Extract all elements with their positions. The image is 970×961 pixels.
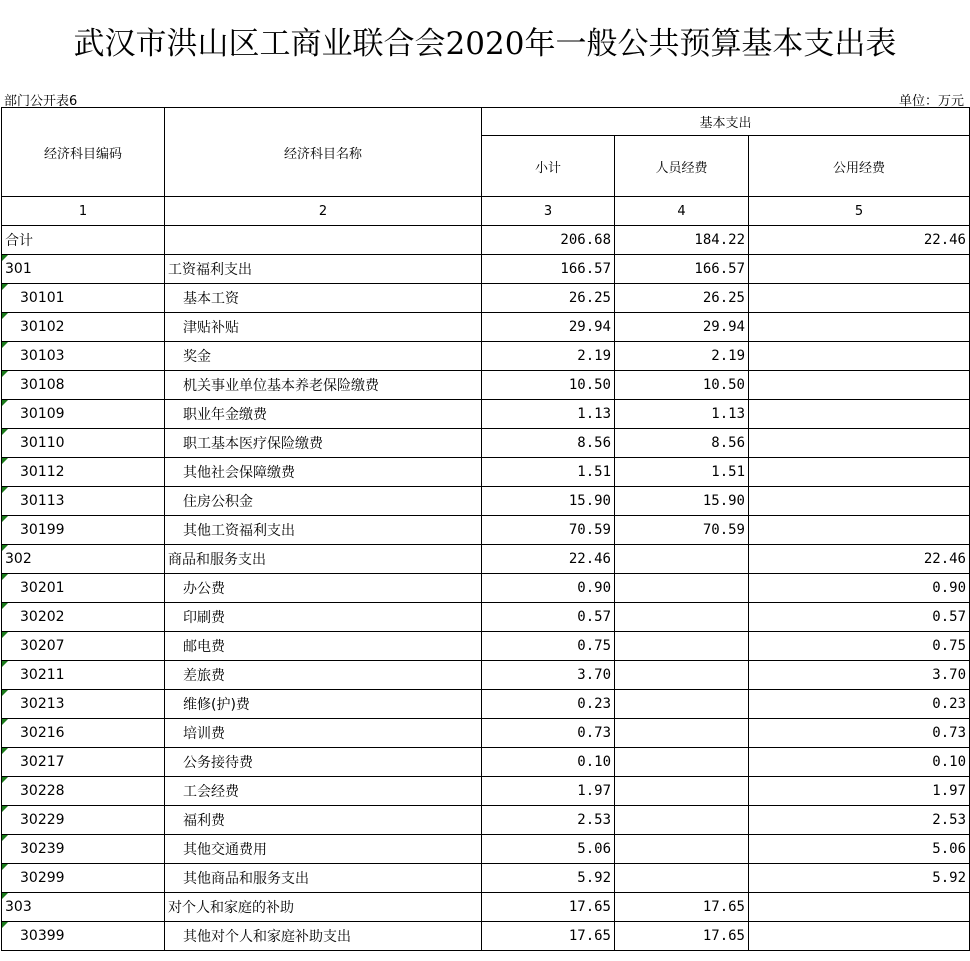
table-row: [2, 661, 970, 690]
row-subtotal: 29.94: [482, 313, 615, 342]
row-name: 其他对个人和家庭补助支出: [165, 922, 482, 951]
header-row-1: [2, 108, 970, 136]
row-public: 0.75: [749, 632, 970, 661]
table-row: [2, 458, 970, 487]
row-name: 机关事业单位基本养老保险缴费: [165, 371, 482, 400]
row-name: 差旅费: [165, 661, 482, 690]
row-personnel: [615, 545, 749, 574]
row-subtotal: 0.23: [482, 690, 615, 719]
cell-marker-icon: [2, 371, 8, 377]
row-public: 5.92: [749, 864, 970, 893]
row-personnel: 15.90: [615, 487, 749, 516]
header-public: 公用经费: [749, 136, 970, 197]
row-public: [749, 400, 970, 429]
cell-marker-icon: [2, 487, 8, 493]
row-public: 0.73: [749, 719, 970, 748]
row-personnel: [615, 574, 749, 603]
row-code: 30108: [2, 371, 165, 400]
row-public: 0.10: [749, 748, 970, 777]
row-name: 对个人和家庭的补助: [165, 893, 482, 922]
total-name-cell: [165, 226, 482, 255]
row-personnel: [615, 719, 749, 748]
table-row: [2, 429, 970, 458]
budget-table: [1, 107, 970, 951]
row-code: 301: [2, 255, 165, 284]
row-name: 商品和服务支出: [165, 545, 482, 574]
header-basic: 基本支出: [482, 108, 970, 136]
total-public: 22.46: [749, 226, 970, 255]
row-public: 0.57: [749, 603, 970, 632]
row-name: 维修(护)费: [165, 690, 482, 719]
row-subtotal: 0.10: [482, 748, 615, 777]
row-code: 30202: [2, 603, 165, 632]
row-subtotal: 8.56: [482, 429, 615, 458]
row-code: 30199: [2, 516, 165, 545]
row-personnel: [615, 835, 749, 864]
cell-marker-icon: [2, 574, 8, 580]
row-personnel: 70.59: [615, 516, 749, 545]
table-row: [2, 893, 970, 922]
row-personnel: [615, 661, 749, 690]
cell-marker-icon: [2, 806, 8, 812]
cell-marker-icon: [2, 777, 8, 783]
row-code: 30207: [2, 632, 165, 661]
row-code: 30109: [2, 400, 165, 429]
header-index-row: [2, 197, 970, 226]
row-personnel: 17.65: [615, 893, 749, 922]
table-row: [2, 922, 970, 951]
row-subtotal: 17.65: [482, 922, 615, 951]
row-public: 22.46: [749, 545, 970, 574]
row-subtotal: 17.65: [482, 893, 615, 922]
row-personnel: [615, 806, 749, 835]
row-name: 工会经费: [165, 777, 482, 806]
table-row: [2, 545, 970, 574]
table-row: [2, 574, 970, 603]
table-row: [2, 255, 970, 284]
row-subtotal: 2.19: [482, 342, 615, 371]
cell-marker-icon: [2, 661, 8, 667]
row-public: [749, 458, 970, 487]
cell-marker-icon: [2, 690, 8, 696]
row-public: [749, 429, 970, 458]
row-personnel: 17.65: [615, 922, 749, 951]
table-row: [2, 342, 970, 371]
cell-marker-icon: [2, 545, 8, 551]
cell-marker-icon: [2, 516, 8, 522]
table-row: [2, 777, 970, 806]
row-name: 职工基本医疗保险缴费: [165, 429, 482, 458]
table-row: [2, 806, 970, 835]
row-public: [749, 893, 970, 922]
row-code: 303: [2, 893, 165, 922]
table-row: [2, 516, 970, 545]
row-code: 30113: [2, 487, 165, 516]
row-personnel: 1.51: [615, 458, 749, 487]
cell-marker-icon: [2, 864, 8, 870]
row-subtotal: 0.57: [482, 603, 615, 632]
row-subtotal: 1.51: [482, 458, 615, 487]
row-subtotal: 2.53: [482, 806, 615, 835]
row-personnel: 2.19: [615, 342, 749, 371]
row-personnel: [615, 748, 749, 777]
cell-marker-icon: [2, 458, 8, 464]
row-subtotal: 5.06: [482, 835, 615, 864]
total-row: [2, 226, 970, 255]
row-name: 培训费: [165, 719, 482, 748]
row-code: 30228: [2, 777, 165, 806]
row-personnel: 10.50: [615, 371, 749, 400]
row-code: 30239: [2, 835, 165, 864]
header-subtotal: 小计: [482, 136, 615, 197]
table-row: [2, 487, 970, 516]
row-name: 职业年金缴费: [165, 400, 482, 429]
table-row: [2, 284, 970, 313]
row-name: 津贴补贴: [165, 313, 482, 342]
cell-marker-icon: [2, 342, 8, 348]
row-code: 302: [2, 545, 165, 574]
total-personnel: 184.22: [615, 226, 749, 255]
table-row: [2, 603, 970, 632]
row-name: 其他交通费用: [165, 835, 482, 864]
table-row: [2, 835, 970, 864]
row-code: 30399: [2, 922, 165, 951]
table-row: [2, 748, 970, 777]
row-code: 30216: [2, 719, 165, 748]
table-row: [2, 313, 970, 342]
table-row: [2, 690, 970, 719]
row-name: 其他商品和服务支出: [165, 864, 482, 893]
row-code: 30102: [2, 313, 165, 342]
row-public: [749, 313, 970, 342]
cell-marker-icon: [2, 429, 8, 435]
row-personnel: [615, 777, 749, 806]
cell-marker-icon: [2, 284, 8, 290]
row-name: 邮电费: [165, 632, 482, 661]
row-personnel: [615, 632, 749, 661]
row-subtotal: 1.13: [482, 400, 615, 429]
row-name: 住房公积金: [165, 487, 482, 516]
index-2: 2: [165, 197, 482, 226]
index-5: 5: [749, 197, 970, 226]
cell-marker-icon: [2, 313, 8, 319]
row-public: 2.53: [749, 806, 970, 835]
row-name: 办公费: [165, 574, 482, 603]
cell-marker-icon: [2, 632, 8, 638]
row-public: [749, 255, 970, 284]
row-name: 工资福利支出: [165, 255, 482, 284]
row-name: 其他工资福利支出: [165, 516, 482, 545]
row-code: 30211: [2, 661, 165, 690]
table-row: [2, 400, 970, 429]
total-label: 合计: [2, 226, 165, 255]
row-subtotal: 26.25: [482, 284, 615, 313]
row-personnel: 8.56: [615, 429, 749, 458]
row-name: 奖金: [165, 342, 482, 371]
row-public: [749, 284, 970, 313]
row-public: 1.97: [749, 777, 970, 806]
row-subtotal: 5.92: [482, 864, 615, 893]
row-code: 30112: [2, 458, 165, 487]
row-public: 3.70: [749, 661, 970, 690]
row-subtotal: 22.46: [482, 545, 615, 574]
cell-marker-icon: [2, 603, 8, 609]
row-name: 公务接待费: [165, 748, 482, 777]
index-4: 4: [615, 197, 749, 226]
row-code: 30217: [2, 748, 165, 777]
row-personnel: 29.94: [615, 313, 749, 342]
row-personnel: [615, 690, 749, 719]
row-subtotal: 10.50: [482, 371, 615, 400]
row-subtotal: 0.75: [482, 632, 615, 661]
row-public: [749, 922, 970, 951]
cell-marker-icon: [2, 400, 8, 406]
row-code: 30201: [2, 574, 165, 603]
row-code: 30299: [2, 864, 165, 893]
cell-marker-icon: [2, 748, 8, 754]
header-name: 经济科目名称: [165, 108, 482, 197]
row-public: [749, 516, 970, 545]
table-row: [2, 632, 970, 661]
row-subtotal: 1.97: [482, 777, 615, 806]
cell-marker-icon: [2, 719, 8, 725]
row-public: 0.90: [749, 574, 970, 603]
row-code: 30103: [2, 342, 165, 371]
row-code: 30101: [2, 284, 165, 313]
row-subtotal: 166.57: [482, 255, 615, 284]
row-subtotal: 3.70: [482, 661, 615, 690]
header-personnel: 人员经费: [615, 136, 749, 197]
form-number: 部门公开表6: [4, 94, 78, 109]
row-personnel: [615, 864, 749, 893]
header-code: 经济科目编码: [2, 108, 165, 197]
cell-marker-icon: [2, 835, 8, 841]
row-personnel: 1.13: [615, 400, 749, 429]
unit-label: 单位：万元: [898, 94, 964, 109]
row-personnel: 26.25: [615, 284, 749, 313]
row-public: [749, 487, 970, 516]
index-1: 1: [2, 197, 165, 226]
row-subtotal: 15.90: [482, 487, 615, 516]
row-public: [749, 342, 970, 371]
row-name: 印刷费: [165, 603, 482, 632]
row-personnel: 166.57: [615, 255, 749, 284]
row-public: 0.23: [749, 690, 970, 719]
page-title: 武汉市洪山区工商业联合会2020年一般公共预算基本支出表: [73, 26, 897, 62]
row-personnel: [615, 603, 749, 632]
cell-marker-icon: [2, 255, 8, 261]
row-public: 5.06: [749, 835, 970, 864]
cell-marker-icon: [2, 922, 8, 928]
row-code: 30110: [2, 429, 165, 458]
index-3: 3: [482, 197, 615, 226]
row-name: 其他社会保障缴费: [165, 458, 482, 487]
table-row: [2, 719, 970, 748]
table-row: [2, 864, 970, 893]
row-subtotal: 70.59: [482, 516, 615, 545]
table-row: [2, 371, 970, 400]
row-code: 30229: [2, 806, 165, 835]
row-name: 基本工资: [165, 284, 482, 313]
row-subtotal: 0.90: [482, 574, 615, 603]
row-subtotal: 0.73: [482, 719, 615, 748]
row-public: [749, 371, 970, 400]
total-subtotal: 206.68: [482, 226, 615, 255]
row-code: 30213: [2, 690, 165, 719]
row-name: 福利费: [165, 806, 482, 835]
cell-marker-icon: [2, 893, 8, 899]
